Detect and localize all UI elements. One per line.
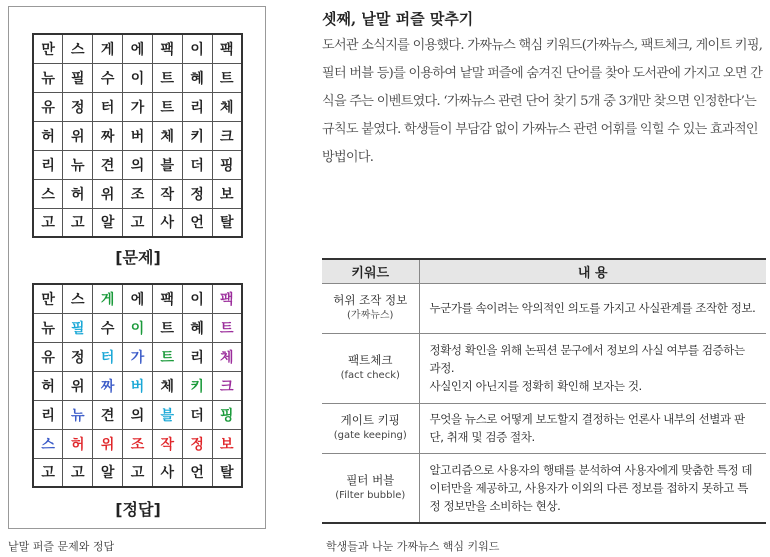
- grid-cell: 고: [123, 458, 153, 487]
- grid-cell: 정: [63, 92, 93, 121]
- grid-cell: 리: [33, 400, 63, 429]
- grid-cell: 보: [212, 179, 242, 208]
- keyword-column-header: 키워드: [322, 259, 419, 283]
- content-column-header: 내 용: [419, 259, 766, 283]
- grid-cell: 작: [152, 179, 182, 208]
- grid-cell: 핑: [212, 400, 242, 429]
- grid-cell: 터: [93, 92, 123, 121]
- grid-cell: 가: [123, 92, 153, 121]
- question-label: [문제]: [115, 248, 161, 267]
- grid-cell: 유: [33, 92, 63, 121]
- grid-row: [33, 342, 242, 371]
- grid-cell: 고: [63, 208, 93, 237]
- grid-cell: 더: [182, 150, 212, 179]
- keyword-term: [322, 453, 419, 523]
- grid-cell: 뉴: [63, 400, 93, 429]
- grid-cell: 작: [152, 429, 182, 458]
- grid-row: [33, 429, 242, 458]
- grid-cell: 정: [182, 429, 212, 458]
- grid-cell: 뉴: [33, 313, 63, 342]
- grid-cell: 뉴: [63, 150, 93, 179]
- grid-cell: 게: [93, 34, 123, 63]
- term-sub: (gate keeping): [333, 430, 407, 441]
- grid-row: [33, 63, 242, 92]
- puzzle-panel: [8, 6, 266, 529]
- table-row: [322, 403, 766, 453]
- grid-cell: 뉴: [33, 63, 63, 92]
- grid-cell: 팩: [212, 34, 242, 63]
- puzzle-answer-grid: [32, 283, 243, 488]
- table-caption: 학생들과 나눈 가짜뉴스 핵심 키워드: [326, 540, 500, 553]
- grid-cell: 조: [123, 179, 153, 208]
- grid-cell: 고: [33, 208, 63, 237]
- grid-cell: 트: [212, 313, 242, 342]
- grid-row: [33, 400, 242, 429]
- grid-cell: 가: [123, 342, 153, 371]
- grid-cell: 언: [182, 208, 212, 237]
- table-row: [322, 283, 766, 333]
- grid-cell: 스: [63, 284, 93, 313]
- grid-cell: 정: [63, 342, 93, 371]
- grid-cell: 조: [123, 429, 153, 458]
- grid-cell: 에: [123, 34, 153, 63]
- grid-cell: 위: [63, 121, 93, 150]
- grid-cell: 보: [212, 429, 242, 458]
- grid-cell: 의: [123, 150, 153, 179]
- grid-cell: 이: [123, 313, 153, 342]
- grid-cell: 고: [33, 458, 63, 487]
- grid-row: [33, 458, 242, 487]
- grid-cell: 탈: [212, 458, 242, 487]
- table-row: [322, 333, 766, 403]
- article-heading: 셋째, 낱말 퍼즐 맞추기: [322, 10, 474, 28]
- grid-cell: 탈: [212, 208, 242, 237]
- grid-cell: 만: [33, 34, 63, 63]
- table-row: [322, 453, 766, 523]
- grid-cell: 스: [63, 34, 93, 63]
- grid-cell: 트: [152, 92, 182, 121]
- keyword-term: [322, 403, 419, 453]
- grid-cell: 트: [152, 313, 182, 342]
- grid-row: [33, 371, 242, 400]
- grid-cell: 위: [93, 179, 123, 208]
- grid-cell: 위: [63, 371, 93, 400]
- grid-row: [33, 150, 242, 179]
- grid-cell: 리: [182, 342, 212, 371]
- grid-cell: 이: [182, 284, 212, 313]
- grid-row: [33, 179, 242, 208]
- grid-cell: 필: [63, 63, 93, 92]
- grid-cell: 에: [123, 284, 153, 313]
- keyword-definition: 무엇을 뉴스로 어떻게 보도할지 결정하는 언론사 내부의 선별과 판단, 취재 및 검증 절차.: [419, 403, 766, 453]
- grid-cell: 허: [63, 429, 93, 458]
- term-sub: (Filter bubble): [335, 489, 406, 501]
- term-text: 팩트체크: [348, 353, 393, 367]
- grid-cell: 더: [182, 400, 212, 429]
- grid-cell: 블: [152, 400, 182, 429]
- grid-cell: 혜: [182, 63, 212, 92]
- grid-cell: 키: [182, 121, 212, 150]
- grid-cell: 정: [182, 179, 212, 208]
- term-sub: (fact check): [340, 370, 400, 381]
- grid-cell: 리: [182, 92, 212, 121]
- grid-row: [33, 313, 242, 342]
- article-section: [322, 8, 766, 172]
- grid-cell: 팩: [152, 284, 182, 313]
- grid-cell: 블: [152, 150, 182, 179]
- grid-cell: 의: [123, 400, 153, 429]
- grid-row: [33, 121, 242, 150]
- grid-cell: 스: [33, 179, 63, 208]
- grid-cell: 허: [63, 179, 93, 208]
- grid-cell: 키: [182, 371, 212, 400]
- grid-cell: 터: [93, 342, 123, 371]
- grid-cell: 체: [212, 342, 242, 371]
- grid-row: [33, 34, 242, 63]
- term-sub: (가짜뉴스): [347, 310, 394, 321]
- keyword-term: [322, 283, 419, 333]
- grid-cell: 수: [93, 313, 123, 342]
- grid-cell: 스: [33, 429, 63, 458]
- grid-cell: 위: [93, 429, 123, 458]
- term-text: 게이트 키핑: [340, 413, 400, 427]
- grid-cell: 허: [33, 121, 63, 150]
- puzzle-caption: 낱말 퍼즐 문제와 정답: [8, 540, 115, 553]
- grid-cell: 팩: [212, 284, 242, 313]
- grid-cell: 알: [93, 458, 123, 487]
- grid-cell: 게: [93, 284, 123, 313]
- answer-label: [정답]: [115, 500, 161, 519]
- grid-cell: 리: [33, 150, 63, 179]
- grid-cell: 트: [152, 342, 182, 371]
- grid-cell: 고: [123, 208, 153, 237]
- grid-cell: 버: [123, 121, 153, 150]
- grid-cell: 이: [182, 34, 212, 63]
- keyword-definition: 알고리즘으로 사용자의 행태를 분석하여 사용자에게 맞춤한 특정 데이터만을 제공하고, 사용자가 이외의 다른 정보를 접하지 못하고 특정 정보만을 소비하는 현상.: [419, 453, 766, 523]
- grid-cell: 고: [63, 458, 93, 487]
- grid-cell: 체: [152, 371, 182, 400]
- grid-row: [33, 92, 242, 121]
- grid-cell: 짜: [93, 121, 123, 150]
- grid-cell: 허: [33, 371, 63, 400]
- grid-cell: 사: [152, 208, 182, 237]
- grid-cell: 체: [152, 121, 182, 150]
- grid-cell: 팩: [152, 34, 182, 63]
- grid-cell: 유: [33, 342, 63, 371]
- grid-cell: 언: [182, 458, 212, 487]
- grid-row: [33, 208, 242, 237]
- grid-cell: 견: [93, 400, 123, 429]
- grid-cell: 수: [93, 63, 123, 92]
- grid-cell: 알: [93, 208, 123, 237]
- keyword-table: [322, 258, 766, 524]
- term-text: 허위 조작 정보: [333, 293, 408, 307]
- grid-row: [33, 284, 242, 313]
- grid-cell: 짜: [93, 371, 123, 400]
- grid-cell: 만: [33, 284, 63, 313]
- grid-cell: 버: [123, 371, 153, 400]
- keyword-definition: 누군가를 속이려는 악의적인 의도를 가지고 사실관계를 조작한 정보.: [419, 283, 766, 333]
- keyword-term: [322, 333, 419, 403]
- grid-cell: 크: [212, 371, 242, 400]
- grid-cell: 이: [123, 63, 153, 92]
- grid-cell: 필: [63, 313, 93, 342]
- keyword-definition: 정확성 확인을 위해 논픽션 문구에서 정보의 사실 여부를 검증하는 과정. 사실인지 아닌지를 정확히 확인해 보자는 것.: [419, 333, 766, 403]
- grid-cell: 혜: [182, 313, 212, 342]
- puzzle-question-grid: [32, 33, 243, 238]
- grid-cell: 견: [93, 150, 123, 179]
- grid-cell: 트: [212, 63, 242, 92]
- article-body: 도서관 소식지를 이용했다. 가짜뉴스 핵심 키워드(가짜뉴스, 팩트체크, 게이트 키핑, 필터 버블 등)를 이용하여 낱말 퍼즐에 숨겨진 단어를 찾아 도서관에 가지고 오면 간식을 주는 이벤트였다. ‘가짜뉴스 관련 단어 찾기 5개 중 3개만 찾으면 인정한다’는 규칙도 붙였다. 학생들이 부담감 없이 가짜뉴스 관련 어휘를 익힐 수 있는 효과적인 방법이다.: [322, 38, 763, 165]
- grid-cell: 트: [152, 63, 182, 92]
- term-text: 필터 버블: [346, 472, 395, 487]
- grid-cell: 핑: [212, 150, 242, 179]
- grid-cell: 크: [212, 121, 242, 150]
- grid-cell: 체: [212, 92, 242, 121]
- grid-cell: 사: [152, 458, 182, 487]
